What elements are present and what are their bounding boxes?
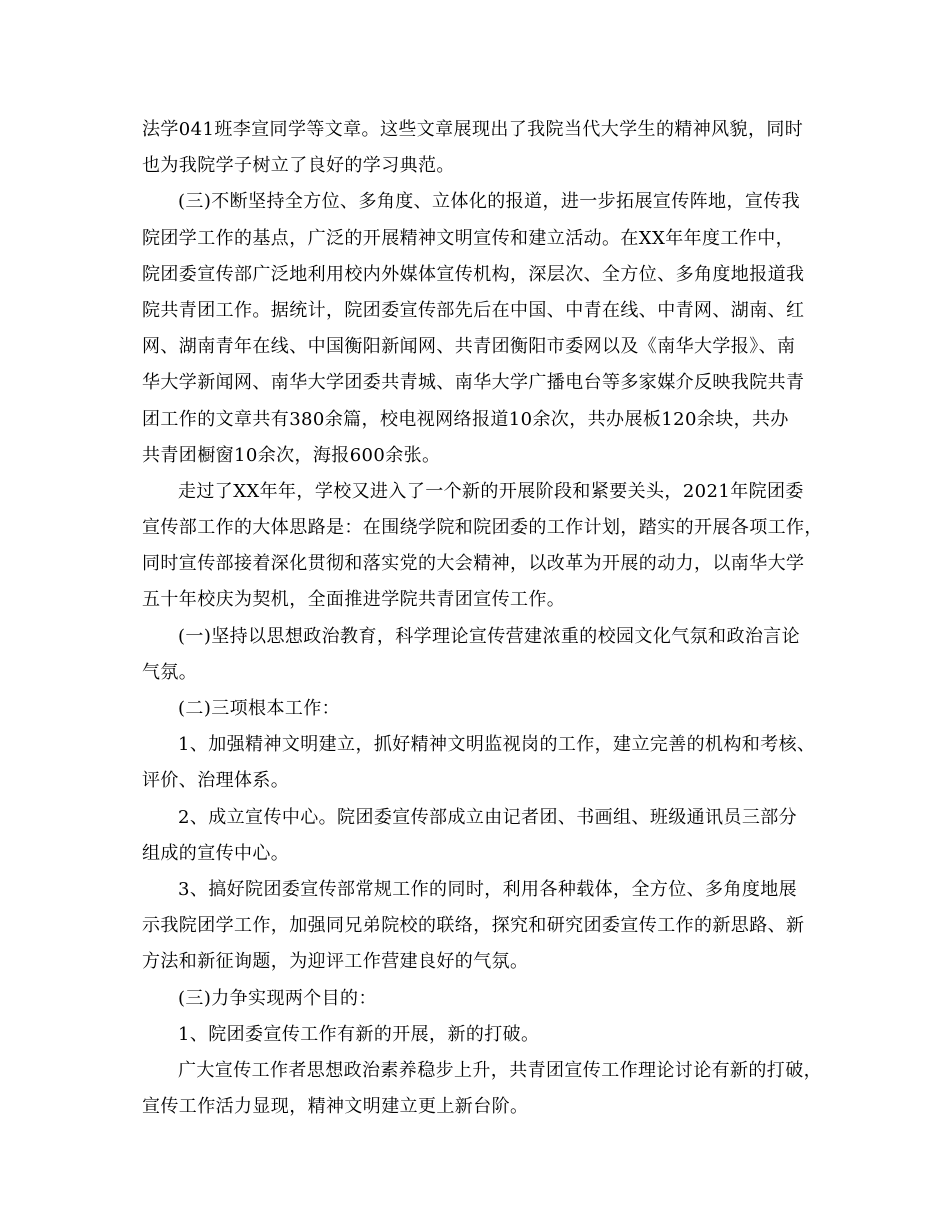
paragraph-7 (142, 800, 817, 872)
text-line: 也为我院学子树立了良好的学习典范。 (142, 155, 455, 177)
paragraph-5 (142, 691, 817, 727)
paragraph-2 (142, 184, 817, 474)
text-line: 宣传工作活力显现，精神文明建立更上新台阶。 (142, 1096, 529, 1118)
text-line: (二)三项根本工作： (178, 698, 341, 719)
text-line: (三)力争实现两个目的： (178, 987, 377, 1009)
text-line: 同时宣传部接着深化贯彻和落实党的大会精神，以改革为开展的动力，以南华大学 (142, 553, 805, 575)
text-line: 院共青团工作。据统计，院团委宣传部先后在中国、中青在线、中青网、湖南、红 (142, 299, 805, 321)
text-line: (一)坚持以思想政治教育，科学理论宣传营建浓重的校园文化气氛和政治言论 (178, 625, 801, 647)
paragraph-6 (142, 727, 817, 799)
text-line: 气氛。 (142, 661, 198, 683)
paragraph-10 (142, 1017, 817, 1053)
text-line: 五十年校庆为契机，全面推进学院共青团宣传工作。 (142, 589, 566, 611)
text-line: 团工作的文章共有380余篇，校电视网络报道10余次，共办展板120余块，共办 (142, 408, 789, 430)
text-line: 组成的宣传中心。 (142, 842, 290, 864)
text-line: 院团学工作的基点，广泛的开展精神文明宣传和建立活动。在XX年年度工作中， (142, 227, 795, 249)
text-line: 2、成立宣传中心。院团委宣传部成立由记者团、书画组、班级通讯员三部分 (178, 806, 798, 828)
text-line: 院团委宣传部广泛地利用校内外媒体宣传机构，深层次、全方位、多角度地报道我 (142, 263, 805, 285)
paragraph-11 (142, 1053, 822, 1125)
text-line: 1、院团委宣传工作有新的开展，新的打破。 (178, 1023, 540, 1045)
paragraph-8 (142, 872, 817, 981)
text-line: 评价、治理体系。 (142, 770, 290, 792)
text-line: 华大学新闻网、南华大学团委共青城、南华大学广播电台等多家媒介反映我院共青 (142, 372, 805, 394)
text-line: 网、湖南青年在线、中国衡阳新闻网、共青团衡阳市委网以及《南华大学报》、南 (142, 336, 796, 358)
paragraph-4 (142, 619, 817, 691)
text-line: (三)不断坚持全方位、多角度、立体化的报道，进一步拓展宣传阵地，宣传我 (178, 191, 801, 213)
text-line: 广大宣传工作者思想政治素养稳步上升，共青团宣传工作理论讨论有新的打破， (178, 1059, 822, 1081)
text-line: 走过了XX年年，学校又进入了一个新的开展阶段和紧要关头，2021年院团委 (178, 480, 804, 502)
paragraph-9 (142, 981, 817, 1017)
text-line: 示我院团学工作，加强同兄弟院校的联络，探究和研究团委宣传工作的新思路、新 (142, 915, 805, 937)
text-line: 方法和新征询题，为迎评工作营建良好的气氛。 (142, 951, 529, 973)
text-line: 法学041班李宣同学等文章。这些文章展现出了我院当代大学生的精神风貌，同时 (142, 119, 804, 140)
text-line: 共青团橱窗10余次，海报600余张。 (142, 444, 441, 466)
text-line: 3、搞好院团委宣传部常规工作的同时，利用各种载体，全方位、多角度地展 (178, 878, 798, 900)
text-line: 宣传部工作的大体思路是：在围绕学院和院团委的工作计划，踏实的开展各项工作， (142, 517, 823, 539)
paragraph-3 (142, 474, 823, 619)
document-body (142, 112, 823, 1125)
paragraph-1 (142, 112, 817, 184)
text-line: 1、加强精神文明建立，抓好精神文明监视岗的工作，建立完善的机构和考核、 (178, 734, 816, 756)
